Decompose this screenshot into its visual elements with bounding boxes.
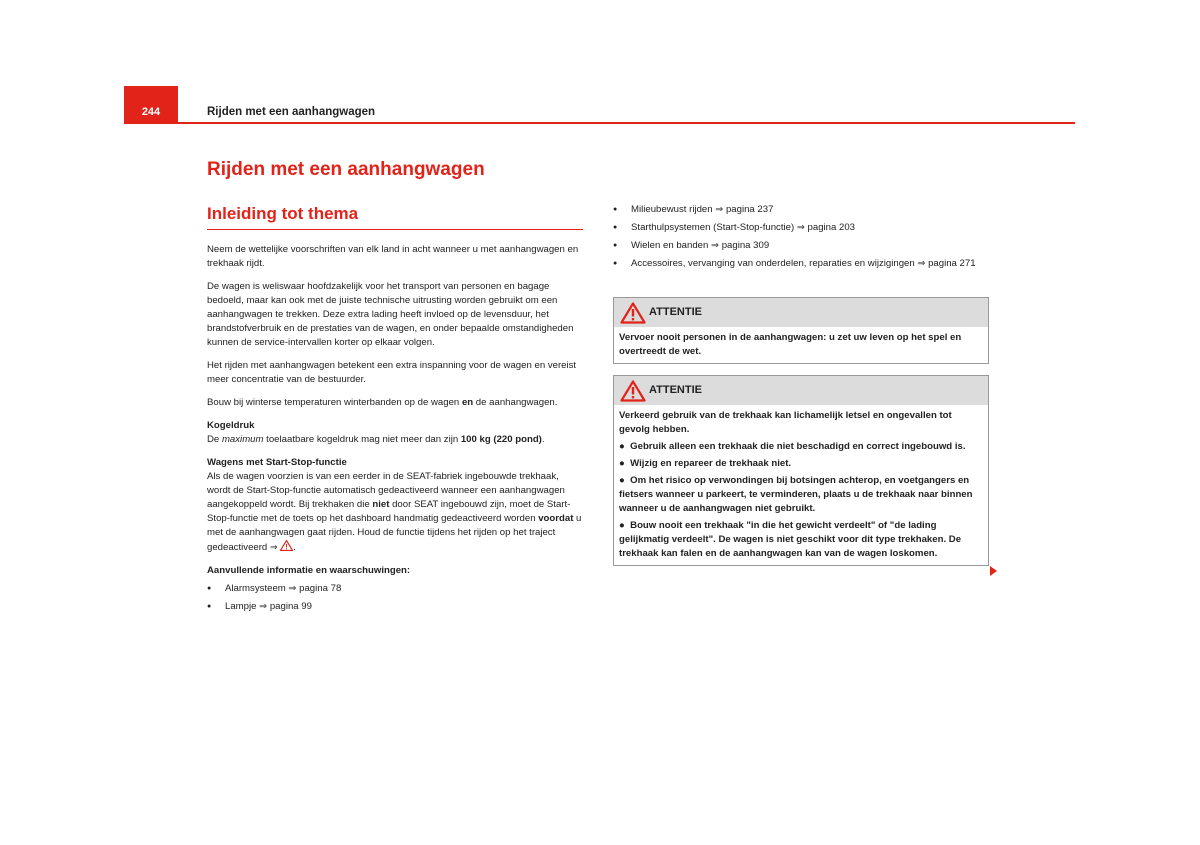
warning-bullet-text: Om het risico op verwondingen bij botsingen achterop, en voetgangers en fietsers wanneer u parkeert, te verminderen, plaats u de trekhaak naar binnen wanneer u de aanhangwagen niet gebruikt. xyxy=(619,475,973,514)
header-rule xyxy=(178,122,1075,124)
list-item[interactable]: ● Lampje ⇒ pagina 99 xyxy=(207,600,583,614)
warning-header xyxy=(614,298,988,327)
continue-arrow-icon xyxy=(990,566,997,576)
warning-bullet: ● Wijzig en repareer de trekhaak niet. xyxy=(619,458,792,469)
right-column-list xyxy=(613,203,989,275)
startstop-text-1: Als de wagen voorzien is van een eerder in de SEAT-fabriek ingebouwde trekhaak, wordt de Start-Stop-functie automatisch gedeactiveerd wanneer een aanhangwagen aangekoppeld wordt. Bij trekhaken die xyxy=(207,471,565,510)
startstop-text-bold-2: voordat xyxy=(538,513,574,524)
running-header-title: Rijden met een aanhangwagen xyxy=(207,106,376,118)
winter-text-2: de aanhangwagen. xyxy=(473,397,558,408)
kogeldruk-heading: Kogeldruk xyxy=(207,420,255,431)
intro-paragraph: Neem de wettelijke voorschriften van elk land in acht wanneer u met aanhangwagen en trekhaak rijdt. xyxy=(207,244,579,269)
winter-text-bold: en xyxy=(461,397,474,408)
warning-bullet: ● Gebruik alleen een trekhaak die niet beschadigd en correct ingebouwd is. xyxy=(619,441,966,452)
startstop-text-bold-1: niet xyxy=(372,499,390,510)
kogeldruk-text-2: toelaatbare kogeldruk mag niet meer dan zijn xyxy=(263,434,461,445)
kogeldruk-text-1: De xyxy=(207,434,222,445)
warning-box-trekhaak xyxy=(613,375,989,566)
warning-box-passengers xyxy=(613,297,989,364)
transport-paragraph: De wagen is weliswaar hoofdzakelijk voor het transport van personen en bagage bedoeld, maar kan ook met de juiste technische uitrusting worden gebruikt om een aanhangwagen te trekken. Deze extra lading heeft invloed op de levensduur, het brandstofverbruik en de prestaties van de wagen, en onder bepaalde omstandigheden kunnen de service-intervallen korter op elkaar volgen. xyxy=(207,281,574,348)
warning-bullet-text: Wijzig en repareer de trekhaak niet. xyxy=(630,458,792,469)
warning-body xyxy=(614,405,988,565)
kogeldruk-text-3: . xyxy=(541,434,545,445)
startstop-text-2: door SEAT ingebouwd zijn, moet de Start-Stop-functie met de toets op het dashboard handmatig gedeactiveerd worden xyxy=(207,499,571,524)
list-item[interactable]: ● Milieubewust rijden ⇒ pagina 237 xyxy=(613,203,989,217)
effort-paragraph: Het rijden met aanhangwagen betekent een extra inspanning voor de wagen en vereist meer concentratie van de bestuurder. xyxy=(207,360,577,385)
warning-bullet: ● Om het risico op verwondingen bij botsingen achterop, en voetgangers en fietsers wanneer u parkeert, te verminderen, plaats u de trekhaak naar binnen wanneer u de aanhangwagen niet gebruikt. xyxy=(619,475,973,514)
kogeldruk-text-italic: maximum xyxy=(221,434,264,445)
kogeldruk-paragraph xyxy=(207,433,583,447)
startstop-heading: Wagens met Start-Stop-functie xyxy=(207,457,347,468)
list-item[interactable]: ● Starthulpsystemen (Start-Stop-functie) ⇒ pagina 203 xyxy=(613,221,989,235)
page-number-tab xyxy=(124,86,178,124)
list-item[interactable]: ● Wielen en banden ⇒ pagina 309 xyxy=(613,239,989,253)
startstop-text-end: . xyxy=(293,542,296,553)
warning-triangle-icon[interactable] xyxy=(280,540,293,551)
kogeldruk-value: 100 kg (220 pond) xyxy=(460,434,542,445)
warning-bullet: ● Bouw nooit een trekhaak "in die het gewicht verdeelt" of "de lading gelijkmatig verdeelt". De wagen is niet geschikt voor dit type trekhaken. De trekhaak kan falen en de aanhangwagen kan van de wagen loskomen. xyxy=(619,520,962,559)
warning-intro: Verkeerd gebruik van de trekhaak kan lichamelijk letsel en ongevallen tot gevolg hebben. xyxy=(619,410,952,435)
extra-info-heading: Aanvullende informatie en waarschuwingen: xyxy=(207,565,411,576)
left-column xyxy=(207,243,583,614)
warning-title: ATTENTIE xyxy=(649,384,702,396)
winter-text-1: Bouw bij winterse temperaturen winterbanden op de wagen xyxy=(207,397,462,408)
extra-info-list xyxy=(207,582,583,614)
page-number: 244 xyxy=(141,106,161,118)
section-rule xyxy=(207,229,583,230)
warning-bullet-text: Gebruik alleen een trekhaak die niet beschadigd en correct ingebouwd is. xyxy=(630,441,966,452)
list-item[interactable]: ● Accessoires, vervanging van onderdelen, reparaties en wijzigingen ⇒ pagina 271 xyxy=(613,257,989,271)
warning-header xyxy=(614,376,988,405)
warning-triangle-icon xyxy=(620,380,646,402)
winter-tyres-paragraph xyxy=(207,396,583,410)
list-item[interactable]: ● Alarmsysteem ⇒ pagina 78 xyxy=(207,582,583,596)
startstop-text-3: u met de aanhangwagen gaat rijden. Houd de functie tijdens het rijden op het traject gedeactiveerd xyxy=(207,513,582,553)
section-title: Inleiding tot thema xyxy=(207,204,359,223)
warning-title: ATTENTIE xyxy=(649,306,702,318)
warning-triangle-icon xyxy=(620,302,646,324)
reference-arrow: ⇒ xyxy=(269,542,278,552)
startstop-paragraph xyxy=(207,470,583,555)
warning-text: Vervoer nooit personen in de aanhangwagen: u zet uw leven op het spel en overtreedt de wet. xyxy=(619,332,962,357)
warning-bullet-text: Bouw nooit een trekhaak "in die het gewicht verdeelt" of "de lading gelijkmatig verdeelt". De wagen is niet geschikt voor dit type trekhaken. De trekhaak kan falen en de aanhangwagen kan van de wagen loskomen. xyxy=(619,520,962,559)
chapter-title: Rijden met een aanhangwagen xyxy=(207,159,485,180)
